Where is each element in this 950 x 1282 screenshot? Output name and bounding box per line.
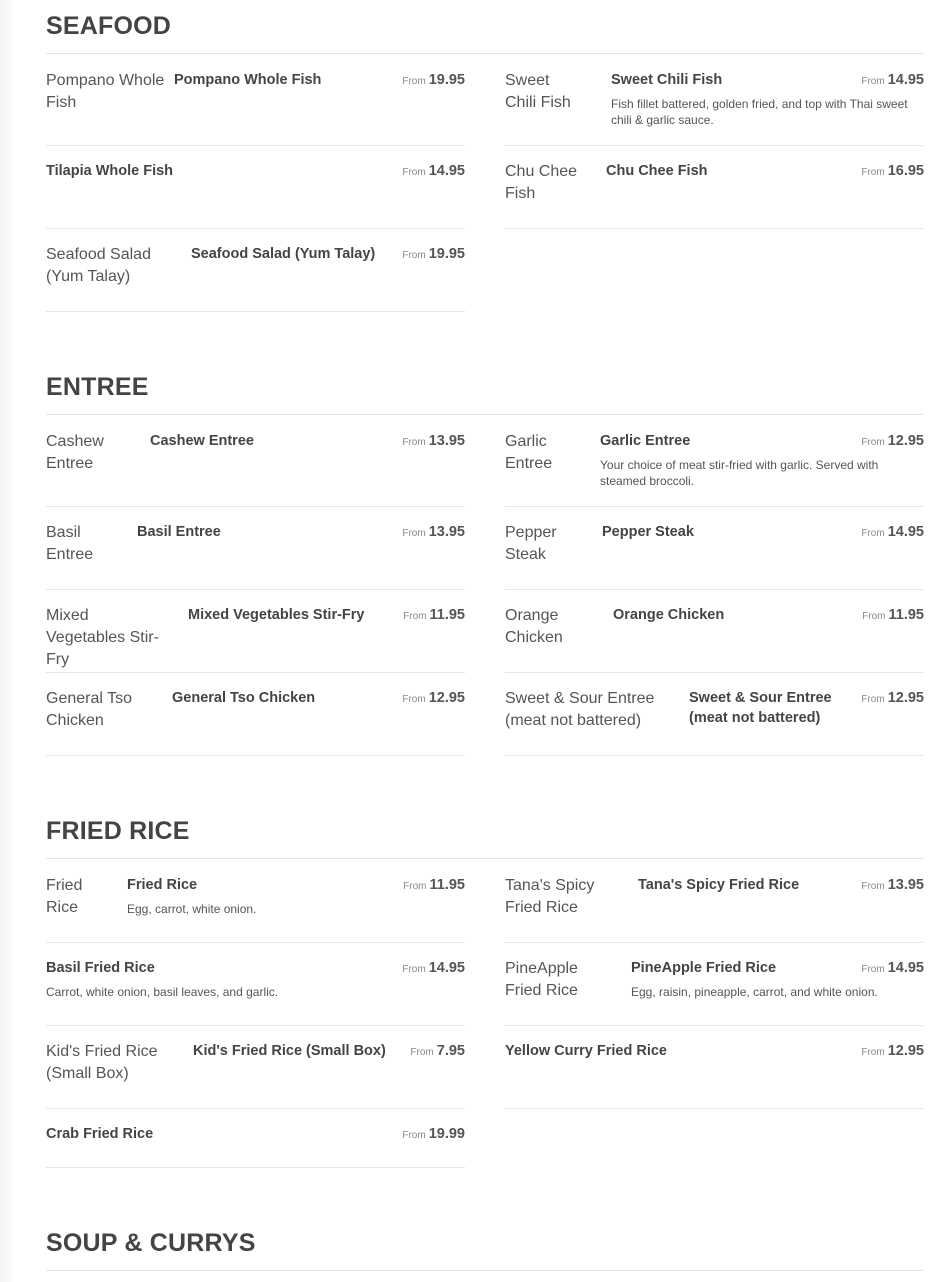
item-price: From 12.95 <box>861 1043 924 1059</box>
menu-item-orange-chicken[interactable] <box>505 605 924 673</box>
item-name: Yellow Curry Fried Rice <box>505 1043 667 1059</box>
item-image: Tana's Spicy Fried Rice <box>505 877 595 916</box>
item-name: Kid's Fried Rice (Small Box) <box>193 1043 386 1059</box>
item-name: Orange Chicken <box>613 607 725 623</box>
item-image: Garlic Entree <box>505 433 553 472</box>
section-title: SOUP & CURRYS <box>46 1229 256 1257</box>
menu-item-kids-fried-rice[interactable] <box>46 1041 465 1109</box>
item-name: Cashew Entree <box>150 433 254 449</box>
menu-item-basil-entree[interactable] <box>46 522 465 590</box>
item-description: Your choice of meat stir-fried with garlic. Served with steamed broccoli. <box>600 458 879 488</box>
item-price: From 19.99 <box>402 1126 465 1142</box>
item-price: From 12.95 <box>402 690 465 706</box>
item-name: Pepper Steak <box>602 524 694 540</box>
item-description: Carrot, white onion, basil leaves, and garlic. <box>46 985 279 999</box>
item-image: Orange Chicken <box>505 607 563 646</box>
item-price: From 19.95 <box>402 246 465 262</box>
item-name: Garlic Entree <box>600 433 691 449</box>
menu-item-seafood-salad[interactable] <box>46 244 465 312</box>
item-description: Egg, carrot, white onion. <box>127 902 257 916</box>
section-title: ENTREE <box>46 373 149 401</box>
section-divider <box>46 858 924 859</box>
item-image: Pepper Steak <box>505 524 557 563</box>
section-divider <box>46 1270 924 1271</box>
menu-item-crab-fried-rice[interactable] <box>46 1124 465 1168</box>
item-price: From 7.95 <box>410 1043 465 1059</box>
item-price: From 11.95 <box>862 607 924 623</box>
item-price: From 12.95 <box>861 690 924 706</box>
item-price: From 11.95 <box>403 607 465 623</box>
item-name: Crab Fried Rice <box>46 1126 154 1142</box>
menu-item-sweet-sour-entree[interactable] <box>505 688 924 756</box>
item-description: Egg, raisin, pineapple, carrot, and white onion. <box>631 985 878 999</box>
item-name: Fried Rice <box>127 877 198 893</box>
item-name: General Tso Chicken <box>172 690 316 706</box>
menu-item-basil-fried-rice[interactable] <box>46 958 465 1026</box>
item-name: Sweet & Sour Entree (meat not battered) <box>689 690 832 726</box>
item-price: From 14.95 <box>861 524 924 540</box>
item-price: From 13.95 <box>402 524 465 540</box>
menu-item-chu-chee-fish[interactable] <box>505 161 924 229</box>
item-image: Mixed Vegetables Stir-Fry <box>46 607 159 668</box>
item-image: PineApple Fried Rice <box>505 960 578 999</box>
menu-item-pineapple-fried-rice[interactable] <box>505 958 924 1026</box>
menu-item-fried-rice[interactable] <box>46 875 465 943</box>
item-price: From 13.95 <box>861 877 924 893</box>
item-price: From 12.95 <box>861 433 924 449</box>
item-image: Sweet Chili Fish <box>505 72 571 111</box>
item-image: Kid's Fried Rice (Small Box) <box>46 1043 158 1082</box>
item-price: From 14.95 <box>861 960 924 976</box>
item-name: PineApple Fried Rice <box>631 960 777 976</box>
item-name: Tana's Spicy Fried Rice <box>638 877 800 893</box>
section-divider <box>46 53 924 54</box>
item-name: Tilapia Whole Fish <box>46 163 174 179</box>
item-image: Pompano Whole Fish <box>46 72 165 111</box>
menu-item-general-tso-chicken[interactable] <box>46 688 465 756</box>
menu-item-yellow-curry-fried-rice[interactable] <box>505 1041 924 1109</box>
menu-item-pepper-steak[interactable] <box>505 522 924 590</box>
menu-item-tilapia-whole-fish[interactable] <box>46 161 465 229</box>
item-price: From 14.95 <box>861 72 924 88</box>
item-price: From 19.95 <box>402 72 465 88</box>
item-image: Basil Entree <box>46 524 94 563</box>
item-price: From 16.95 <box>861 163 924 179</box>
item-price: From 14.95 <box>402 960 465 976</box>
menu-item-garlic-entree[interactable] <box>505 431 924 507</box>
item-image: Chu Chee Fish <box>505 163 578 202</box>
menu-item-tanas-spicy-fried-rice[interactable] <box>505 875 924 943</box>
item-price: From 13.95 <box>402 433 465 449</box>
section-divider <box>46 414 924 415</box>
item-image: Sweet & Sour Entree (meat not battered) <box>505 690 655 729</box>
item-name: Mixed Vegetables Stir-Fry <box>188 607 365 623</box>
item-name: Seafood Salad (Yum Talay) <box>191 246 376 262</box>
item-image: General Tso Chicken <box>46 690 132 729</box>
item-name: Sweet Chili Fish <box>611 72 723 88</box>
item-image: Cashew Entree <box>46 433 104 472</box>
menu-item-cashew-entree[interactable] <box>46 431 465 507</box>
item-price: From 11.95 <box>403 877 465 893</box>
item-description: Fish fillet battered, golden fried, and top with Thai sweet chili & garlic sauce. <box>611 97 908 127</box>
item-name: Pompano Whole Fish <box>174 72 322 88</box>
menu-item-mixed-vegetables[interactable] <box>46 605 465 673</box>
item-name: Chu Chee Fish <box>606 163 708 179</box>
item-image: Fried Rice <box>46 877 83 916</box>
section-title: FRIED RICE <box>46 817 190 845</box>
item-name: Basil Fried Rice <box>46 960 155 976</box>
page-left-shadow <box>0 0 14 1282</box>
menu-item-sweet-chili-fish[interactable] <box>505 70 924 146</box>
section-title: SEAFOOD <box>46 12 172 40</box>
item-name: Basil Entree <box>137 524 221 540</box>
item-price: From 14.95 <box>402 163 465 179</box>
item-image: Seafood Salad (Yum Talay) <box>46 246 151 285</box>
menu-item-pompano-whole-fish[interactable] <box>46 70 465 146</box>
